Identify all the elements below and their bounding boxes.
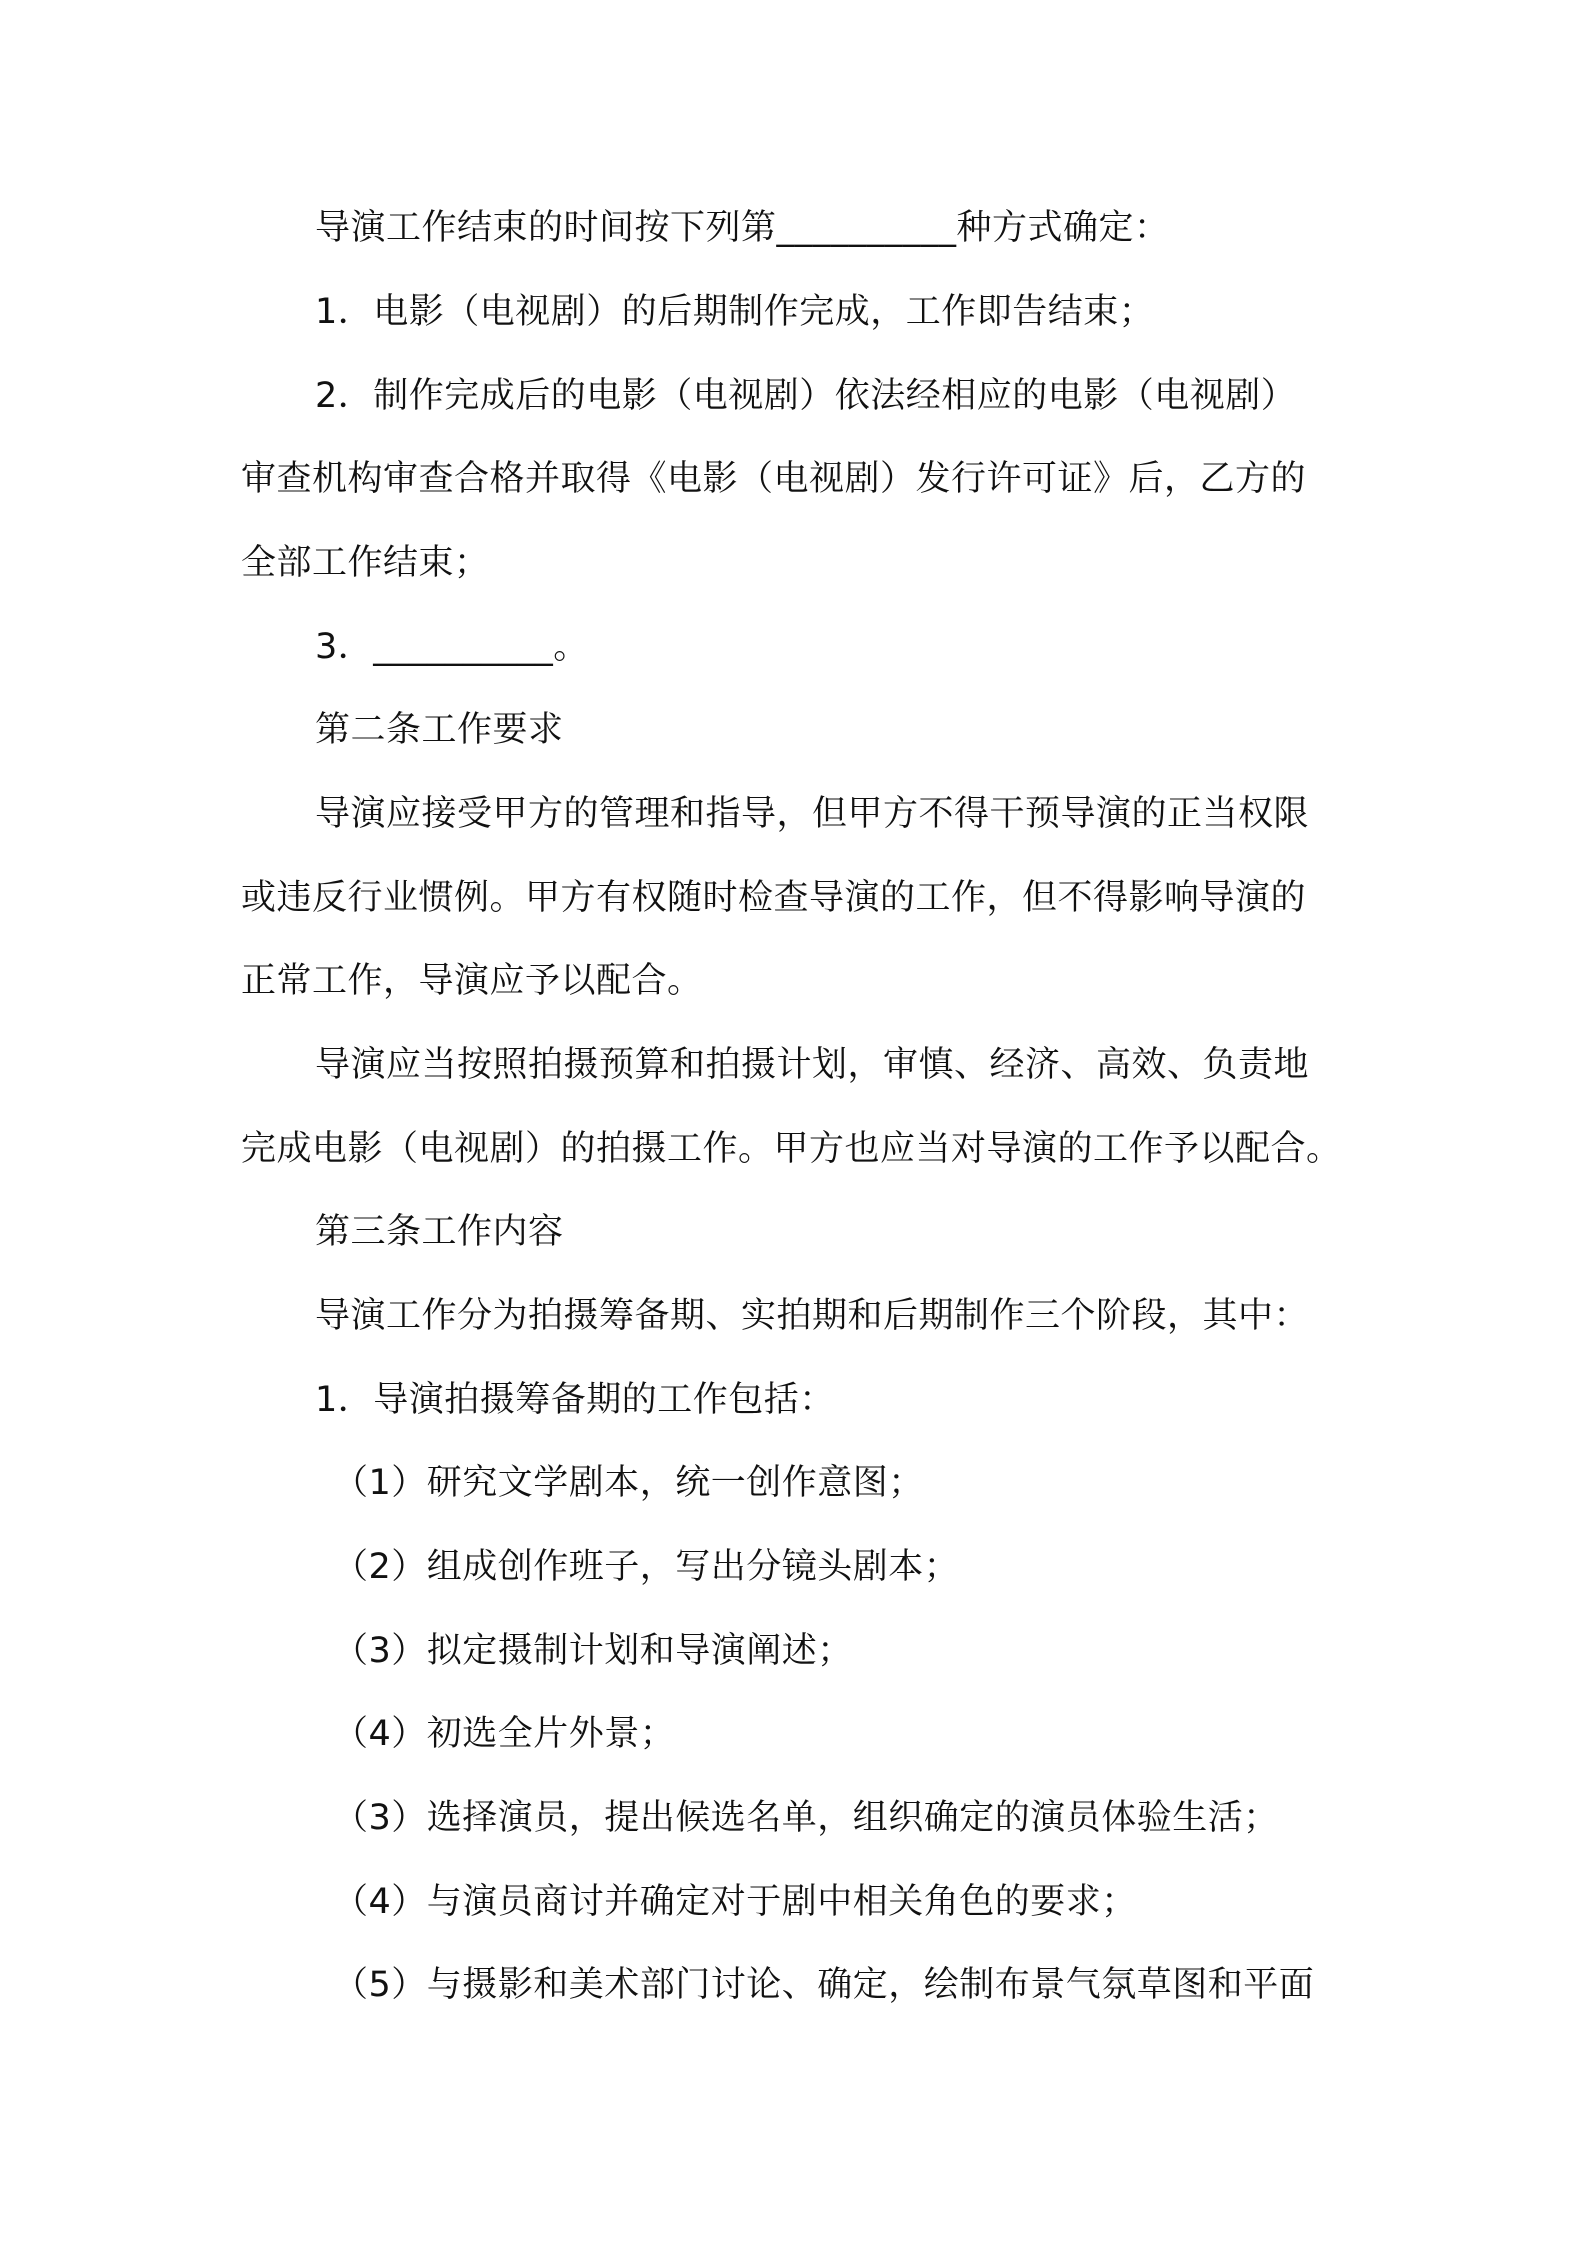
paragraph-line: 正常工作，导演应予以配合。 [241,961,703,1001]
list-item: （4）与演员商讨并确定对于剧中相关角色的要求； [333,1882,1137,1922]
list-item: （4）初选全片外景； [333,1714,676,1754]
section-heading: 第二条工作要求 [315,710,564,750]
list-item: （1）研究文学剧本，统一创作意图； [333,1463,924,1503]
list-item: （3）选择演员，提出候选名单，组织确定的演员体验生活； [333,1798,1279,1838]
paragraph-line: 导演工作结束的时间按下列第__________种方式确定： [315,208,1170,248]
paragraph-line: 导演应接受甲方的管理和指导，但甲方不得干预导演的正当权限 [315,794,1310,834]
paragraph-line: 1．导演拍摄筹备期的工作包括： [315,1380,835,1420]
paragraph-line: 全部工作结束； [241,543,490,583]
paragraph-line: 或违反行业惯例。甲方有权随时检查导演的工作，但不得影响导演的 [241,878,1307,918]
paragraph-line: 导演应当按照拍摄预算和拍摄计划，审慎、经济、高效、负责地 [315,1045,1310,1085]
paragraph-line: 2．制作完成后的电影（电视剧）依法经相应的电影（电视剧） [315,376,1297,416]
paragraph-line: 审查机构审查合格并取得《电影（电视剧）发行许可证》后，乙方的 [241,459,1307,499]
paragraph-line: 3．__________。 [315,627,589,667]
section-heading: 第三条工作内容 [315,1212,564,1252]
paragraph-line: 导演工作分为拍摄筹备期、实拍期和后期制作三个阶段，其中： [315,1296,1310,1336]
list-item: （2）组成创作班子，写出分镜头剧本； [333,1547,960,1587]
list-item: （3）拟定摄制计划和导演阐述； [333,1631,853,1671]
paragraph-line: 完成电影（电视剧）的拍摄工作。甲方也应当对导演的工作予以配合。 [241,1129,1342,1169]
list-item: （5）与摄影和美术部门讨论、确定，绘制布景气氛草图和平面 [333,1965,1315,2005]
paragraph-line: 1．电影（电视剧）的后期制作完成，工作即告结束； [315,292,1155,332]
